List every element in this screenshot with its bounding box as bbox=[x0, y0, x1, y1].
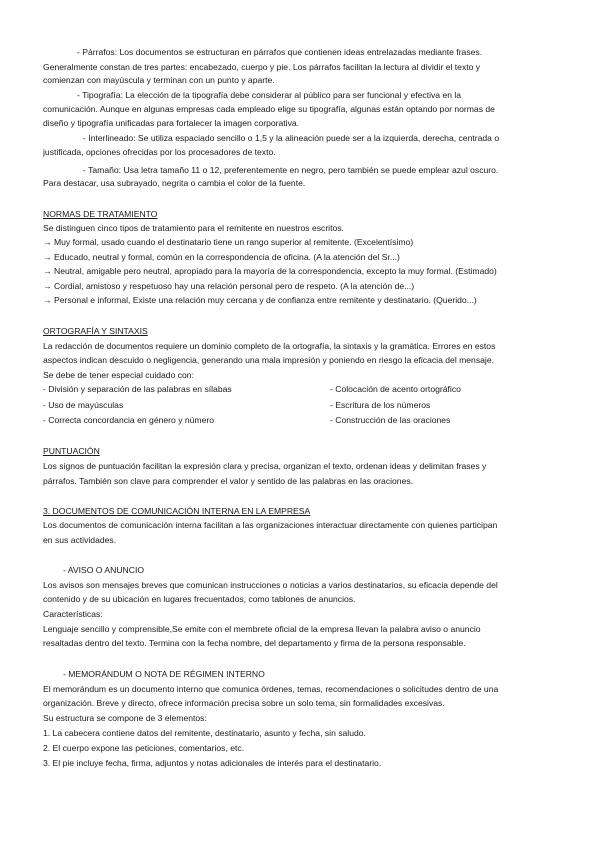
memorandum-list-item: 3. El pie incluye fecha, firma, adjuntos y notas adicionales de interés para el destinatario. bbox=[43, 758, 382, 768]
ortografia-list-item-right: - Escritura de los números bbox=[330, 400, 431, 410]
paragraph-interlineado-line: justificada, opciones ofrecidas por los procesadores de texto. bbox=[43, 147, 276, 157]
memorandum-list-item: 2. El cuerpo expone las peticiones, comentarios, etc. bbox=[43, 743, 245, 753]
interna-line: Los documentos de comunicación interna facilitan a las organizaciones interactuar directamente con quienes participan bbox=[43, 520, 498, 530]
ortografia-list-item-right: - Construcción de las oraciones bbox=[330, 415, 451, 425]
puntuacion-line: párrafos. También son clave para comprender el valor y sentido de las palabras en las oraciones. bbox=[43, 476, 414, 486]
aviso-line: Características: bbox=[43, 609, 103, 619]
ortografia-list-item-right: - Colocación de acento ortográfico bbox=[330, 384, 461, 394]
aviso-line: contenido y de su ubicación en lugares frecuentados, como tablones de anuncios. bbox=[43, 594, 356, 604]
aviso-line: Lenguaje sencillo y comprensible,Se emite con el membrete oficial de la empresa llevan la palabra aviso o anuncio bbox=[43, 624, 481, 634]
section-heading-ortografia: ORTOGRAFÍA Y SINTAXIS bbox=[43, 326, 148, 336]
tratamiento-item: → Cordial, amistoso y respetuoso hay una relación personal pero de respeto. (A la atención de...) bbox=[43, 281, 415, 291]
paragraph-tipografia-line: diseño y tipografía unificadas para fortalecer la imagen corporativa. bbox=[43, 118, 300, 128]
paragraph-parrafos-line: comienzan con mayúscula y terminan con un punto y aparte. bbox=[43, 75, 275, 85]
tratamiento-item: → Muy formal, usado cuando el destinatario tiene un rango superior al remitente. (Excelentísimo) bbox=[43, 237, 414, 247]
ortografia-line: aspectos indican descuido o negligencia, generando una mala impresión y poniendo en riesgo la eficacia del mensaje. bbox=[43, 355, 494, 365]
memorandum-line: organización. Breve y directo, ofrece información precisa sobre un solo tema, sin formalidades excesivas. bbox=[43, 698, 445, 708]
paragraph-parrafos-line: - Párrafos: Los documentos se estructuran en párrafos que contienen ideas entrelazadas mediante frases. bbox=[77, 47, 483, 57]
memorandum-line: El memorándum es un documento interno que comunica órdenes, temas, recomendaciones o solicitudes dentro de una bbox=[43, 684, 499, 694]
ortografia-list-item-left: - División y separación de las palabras en sílabas bbox=[43, 384, 232, 394]
section-heading-tratamiento: NORMAS DE TRATAMIENTO bbox=[43, 209, 158, 219]
tratamiento-item: → Neutral, amigable pero neutral, apropiado para la mayoría de la correspondencia, excepto la muy formal. (Estimado) bbox=[43, 266, 497, 276]
aviso-line: Los avisos son mensajes breves que comunican instrucciones o noticias a varios destinatarios, su eficacia depende del bbox=[43, 580, 498, 590]
paragraph-tamano-line: - Tamaño: Usa letra tamaño 11 o 12, preferentemente en negro, pero también se puede emplear azul oscuro. bbox=[83, 165, 499, 175]
subsection-heading-aviso: - AVISO O ANUNCIO bbox=[63, 565, 145, 575]
section-heading-puntuacion: PUNTUACIÓN bbox=[43, 446, 100, 456]
tratamiento-item: → Personal e informal, Existe una relación muy cercana y de confianza entre remitente y destinatario. (Querido...) bbox=[43, 295, 477, 305]
ortografia-list-item-left: - Correcta concordancia en género y número bbox=[43, 415, 215, 425]
section-heading-interna: 3. DOCUMENTOS DE COMUNICACIÓN INTERNA EN LA EMPRESA bbox=[43, 506, 311, 516]
paragraph-parrafos-line: Generalmente constan de tres partes: encabezado, cuerpo y pie. Los párrafos facilitan la lectura al dividir el texto y bbox=[43, 62, 481, 72]
tratamiento-item: → Educado, neutral y formal, común en la correspondencia de oficina. (A la atención del Sr...) bbox=[43, 252, 400, 262]
puntuacion-line: Los signos de puntuación facilitan la expresión clara y precisa, organizan el texto, ordenan ideas y delimitan frases y bbox=[43, 461, 487, 471]
memorandum-list-item: 1. La cabecera contiene datos del remitente, destinatario, asunto y fecha, sin saludo. bbox=[43, 728, 366, 738]
paragraph-tipografia-line: comunicación. Aunque en algunas empresas cada empleado elige su tipografía, algunas están optando por normas de bbox=[43, 104, 495, 114]
paragraph-tamano-line: Para destacar, usa subrayado, negrita o cambia el color de la fuente. bbox=[43, 178, 306, 188]
subsection-heading-memorandum: - MEMORÁNDUM O NOTA DE RÉGIMEN INTERNO bbox=[63, 669, 265, 679]
tratamiento-intro: Se distinguen cinco tipos de tratamiento para el remitente en nuestros escritos. bbox=[43, 223, 344, 233]
ortografia-line: Se debe de tener especial cuidado con: bbox=[43, 370, 194, 380]
aviso-line: resaltadas dentro del texto. Termina con la fecha nombre, del departamento y firma de la persona responsable. bbox=[43, 638, 466, 648]
memorandum-line: Su estructura se compone de 3 elementos: bbox=[43, 713, 207, 723]
interna-line: en sus actividades. bbox=[43, 535, 117, 545]
paragraph-interlineado-line: - Interlineado: Se utiliza espaciado sencillo o 1,5 y la alineación puede ser a la izquierda, derecha, centrada o bbox=[83, 133, 500, 143]
ortografia-list-item-left: - Uso de mayúsculas bbox=[43, 400, 124, 410]
ortografia-line: La redacción de documentos requiere un dominio completo de la ortografía, la sintaxis y la gramática. Errores en estos bbox=[43, 341, 496, 351]
paragraph-tipografia-line: - Tipografía: La elección de la tipografía debe considerar al público para ser funcional y efectiva en la bbox=[77, 90, 462, 100]
